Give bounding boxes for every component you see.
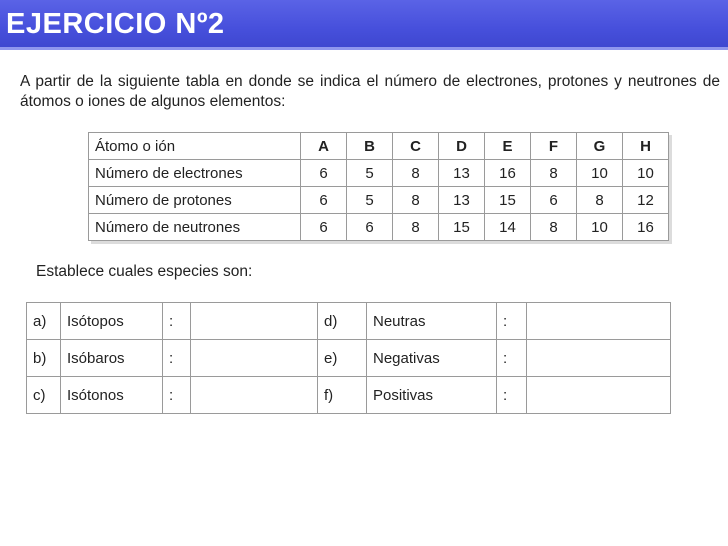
item-term: Negativas bbox=[367, 340, 497, 377]
row-label: Número de protones bbox=[89, 187, 301, 214]
item-colon: : bbox=[497, 303, 527, 340]
table-cell: 12 bbox=[623, 187, 669, 214]
answer-row bbox=[27, 377, 671, 414]
table-row bbox=[89, 160, 669, 187]
table-cell: 14 bbox=[485, 214, 531, 241]
table-cell: 8 bbox=[393, 214, 439, 241]
table-row bbox=[89, 187, 669, 214]
item-letter: b) bbox=[27, 340, 61, 377]
title-bar bbox=[0, 0, 728, 50]
answer-blank[interactable] bbox=[527, 377, 671, 414]
table-header-row bbox=[89, 133, 669, 160]
question-prompt: Establece cuales especies son: bbox=[36, 263, 253, 280]
table-cell: 10 bbox=[623, 160, 669, 187]
table-cell: 8 bbox=[531, 160, 577, 187]
answer-blank[interactable] bbox=[191, 303, 318, 340]
item-letter: f) bbox=[318, 377, 367, 414]
column-header: F bbox=[531, 133, 577, 160]
item-term: Isótonos bbox=[61, 377, 163, 414]
header-label: Átomo o ión bbox=[89, 133, 301, 160]
column-header: B bbox=[347, 133, 393, 160]
item-letter: d) bbox=[318, 303, 367, 340]
item-colon: : bbox=[163, 377, 191, 414]
item-term: Isóbaros bbox=[61, 340, 163, 377]
answer-row bbox=[27, 340, 671, 377]
answer-blank[interactable] bbox=[191, 377, 318, 414]
table-cell: 6 bbox=[301, 160, 347, 187]
item-colon: : bbox=[497, 377, 527, 414]
table-cell: 6 bbox=[531, 187, 577, 214]
page-title: EJERCICIO Nº2 bbox=[6, 8, 225, 40]
row-label: Número de electrones bbox=[89, 160, 301, 187]
table-row bbox=[89, 214, 669, 241]
table-cell: 6 bbox=[301, 214, 347, 241]
column-header: H bbox=[623, 133, 669, 160]
item-letter: c) bbox=[27, 377, 61, 414]
table-cell: 15 bbox=[485, 187, 531, 214]
column-header: G bbox=[577, 133, 623, 160]
answer-table bbox=[26, 302, 671, 414]
table-cell: 6 bbox=[347, 214, 393, 241]
intro-text: A partir de la siguiente tabla en donde se indica el número de electrones, protones y neutrones de átomos o iones de algunos elementos: bbox=[20, 73, 720, 110]
table-cell: 16 bbox=[485, 160, 531, 187]
table-cell: 8 bbox=[393, 187, 439, 214]
item-term: Neutras bbox=[367, 303, 497, 340]
table-cell: 13 bbox=[439, 187, 485, 214]
table-cell: 8 bbox=[577, 187, 623, 214]
row-label: Número de neutrones bbox=[89, 214, 301, 241]
answer-blank[interactable] bbox=[191, 340, 318, 377]
item-term: Positivas bbox=[367, 377, 497, 414]
answer-blank[interactable] bbox=[527, 303, 671, 340]
particles-table bbox=[88, 132, 669, 241]
table-cell: 15 bbox=[439, 214, 485, 241]
item-term: Isótopos bbox=[61, 303, 163, 340]
table-cell: 10 bbox=[577, 160, 623, 187]
table-cell: 6 bbox=[301, 187, 347, 214]
table-cell: 5 bbox=[347, 160, 393, 187]
answer-blank[interactable] bbox=[527, 340, 671, 377]
table-cell: 8 bbox=[531, 214, 577, 241]
table-cell: 5 bbox=[347, 187, 393, 214]
item-colon: : bbox=[163, 303, 191, 340]
item-colon: : bbox=[163, 340, 191, 377]
table-cell: 13 bbox=[439, 160, 485, 187]
answer-row bbox=[27, 303, 671, 340]
column-header: A bbox=[301, 133, 347, 160]
item-colon: : bbox=[497, 340, 527, 377]
column-header: D bbox=[439, 133, 485, 160]
column-header: C bbox=[393, 133, 439, 160]
table-cell: 8 bbox=[393, 160, 439, 187]
item-letter: e) bbox=[318, 340, 367, 377]
table-cell: 16 bbox=[623, 214, 669, 241]
column-header: E bbox=[485, 133, 531, 160]
item-letter: a) bbox=[27, 303, 61, 340]
table-cell: 10 bbox=[577, 214, 623, 241]
